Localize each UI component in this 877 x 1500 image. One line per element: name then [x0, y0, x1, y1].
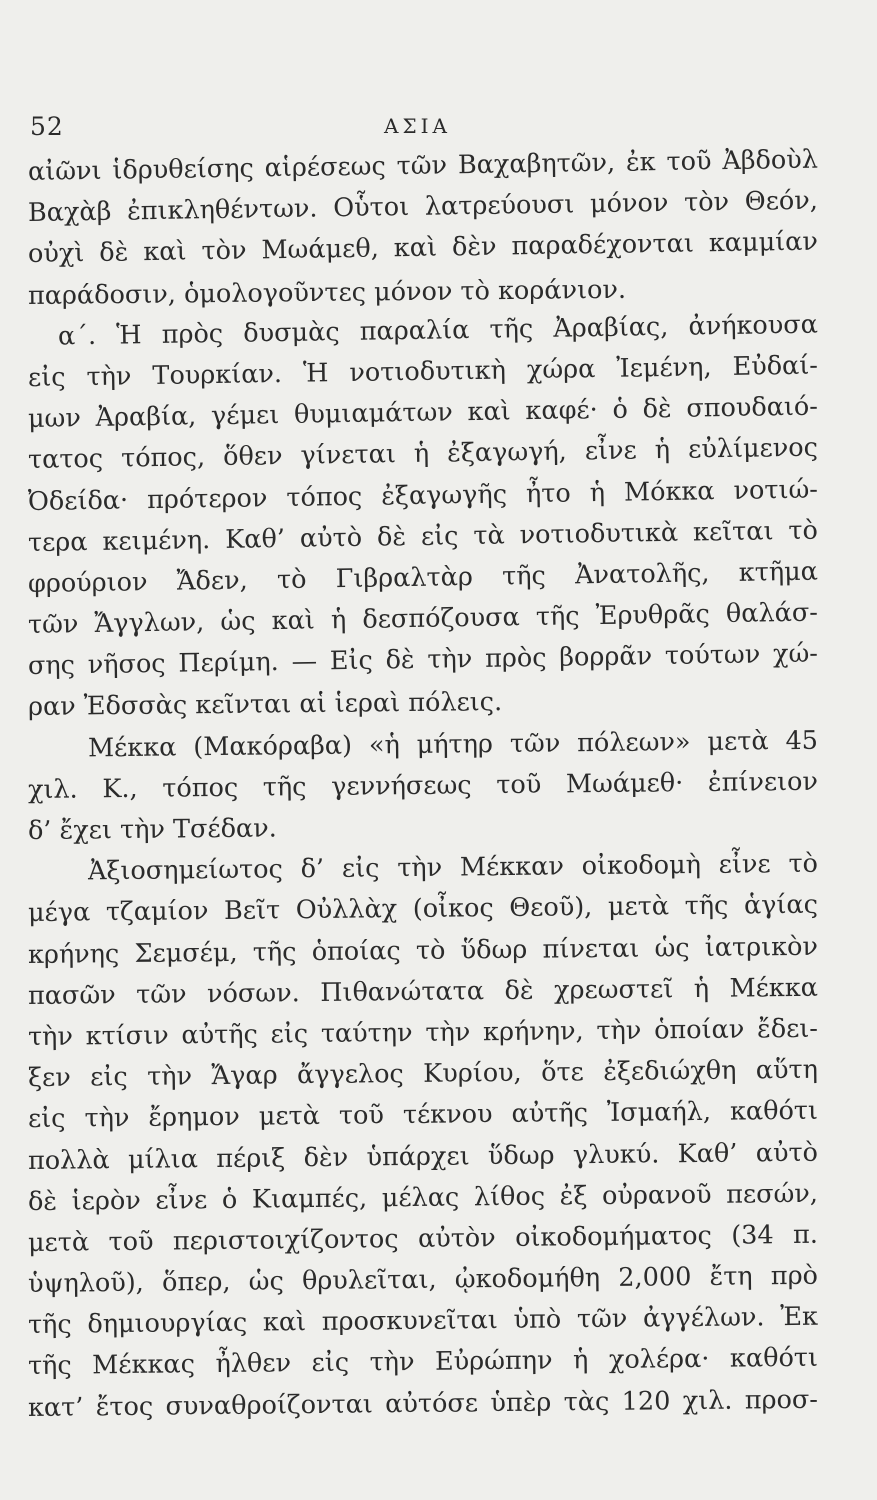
- text-line: τατος τόπος, ὅθεν γίνεται ἡ ἐξαγωγή, εἶνε ἡ εὐλίμενος: [27, 432, 819, 476]
- text-line: δ’ ἔχει τὴν Τσέδαν.: [27, 813, 277, 846]
- text-line: δὲ ἱερὸν εἶνε ὁ Κιαμπές, μέλας λίθος ἐξ οὐρανοῦ πεσών,: [27, 1178, 819, 1217]
- text-line: χιλ. Κ., τόπος τῆς γεννήσεως τοῦ Μωάμεθ· ἐπίνειον: [27, 766, 819, 805]
- text-line: τῆς δημιουργίας καὶ προσκυνεῖται ὑπὸ τῶν ἀγγέλων. Ἐκ: [27, 1301, 819, 1341]
- text-line: Ὀδείδα· πρότερον τόπος ἐξαγωγῆς ἦτο ἡ Μόκκα νοτιώ-: [27, 474, 819, 517]
- page-number: 52: [30, 112, 64, 141]
- running-head: ΑΣΙΑ: [384, 114, 451, 138]
- text-line: τὴν κτίσιν αὐτῆς εἰς ταύτην τὴν κρήνην, τὴν ὁποίαν ἔδει-: [27, 1013, 819, 1052]
- text-line: οὐχὶ δὲ καὶ τὸν Μωάμεθ, καὶ δὲν παραδέχονται καμμίαν: [27, 226, 819, 270]
- text-line: αἰῶνι ἱδρυθείσης αἱρέσεως τῶν Βαχαβητῶν, ἐκ τοῦ Ἀβδοὺλ: [27, 144, 819, 187]
- text-line: εἰς τὴν ἔρημον μετὰ τοῦ τέκνου αὐτῆς Ἰσμαήλ, καθότι: [27, 1096, 819, 1135]
- text-line: ξεν εἰς τὴν Ἄγαρ ἄγγελος Κυρίου, ὅτε ἐξεδιώχθη αὕτη: [27, 1054, 819, 1094]
- text-line: πασῶν τῶν νόσων. Πιθανώτατα δὲ χρεωστεῖ ἡ Μέκκα: [27, 972, 819, 1011]
- text-line: μων Ἀραβία, γέμει θυμιαμάτων καὶ καφέ· ὁ δὲ σπουδαιό-: [27, 391, 819, 435]
- text-line: μετὰ τοῦ περιστοιχίζοντος αὐτὸν οἰκοδομήματος (34 π.: [27, 1219, 819, 1258]
- text-line: ραν Ἐδσσὰς κεῖνται αἱ ἱεραὶ πόλεις.: [27, 687, 503, 723]
- text-line: τῶν Ἄγγλων, ὡς καὶ ἡ δεσπόζουσα τῆς Ἐρυθρᾶς θαλάσ-: [27, 597, 819, 641]
- text-line: φρούριον Ἄδεν, τὸ Γιβραλτὰρ τῆς Ἀνατολῆς, κτῆμα: [27, 556, 819, 599]
- text-line: Μέκκα (Μακόραβα) «ἡ μήτηρ τῶν πόλεων» μετὰ 45: [87, 725, 819, 763]
- text-line: τῆς Μέκκας ἦλθεν εἰς τὴν Εὐρώπην ἡ χολέρα· καθότι: [27, 1343, 819, 1382]
- text-line: εἰς τὴν Τουρκίαν. Ἡ νοτιοδυτικὴ χώρα Ἰεμένη, Εὐδαί-: [27, 350, 819, 393]
- text-line: κρήνης Σεμσέμ, τῆς ὁποίας τὸ ὕδωρ πίνεται ὡς ἰατρικὸν: [27, 931, 819, 970]
- text-line: ὑψηλοῦ), ὅπερ, ὡς θρυλεῖται, ᾠκοδομήθη 2,000 ἔτη πρὸ: [27, 1260, 819, 1300]
- body-text: [27, 144, 819, 1429]
- text-line: μέγα τζαμίον Βεῖτ Οὐλλὰχ (οἶκος Θεοῦ), μετὰ τῆς ἁγίας: [27, 890, 819, 929]
- text-line: κατ’ ἔτος συναθροίζονται αὐτόσε ὑπὲρ τὰς 120 χιλ. προσ-: [27, 1384, 819, 1423]
- text-line: α΄. Ἡ πρὸς δυσμὰς παραλία τῆς Ἀραβίας, ἀνήκουσα: [57, 309, 819, 352]
- text-line: σης νῆσος Περίμη. — Εἰς δὲ τὴν πρὸς βορρᾶν τούτων χώ-: [27, 638, 819, 682]
- text-line: παράδοσιν, ὁμολογοῦντες μόνον τὸ κοράνιον.: [27, 274, 627, 311]
- text-line: τερα κειμένη. Καθ’ αὐτὸ δὲ εἰς τὰ νοτιοδυτικὰ κεῖται τὸ: [27, 515, 819, 558]
- text-line: Βαχὰβ ἐπικληθέντων. Οὗτοι λατρεύουσι μόνον τὸν Θεόν,: [27, 185, 819, 229]
- text-line: πολλὰ μίλια πέριξ δὲν ὑπάρχει ὕδωρ γλυκύ. Καθ’ αὐτὸ: [27, 1137, 819, 1176]
- text-line: Ἀξιοσημείωτος δ’ εἰς τὴν Μέκκαν οἰκοδομὴ εἶνε τὸ: [87, 848, 819, 887]
